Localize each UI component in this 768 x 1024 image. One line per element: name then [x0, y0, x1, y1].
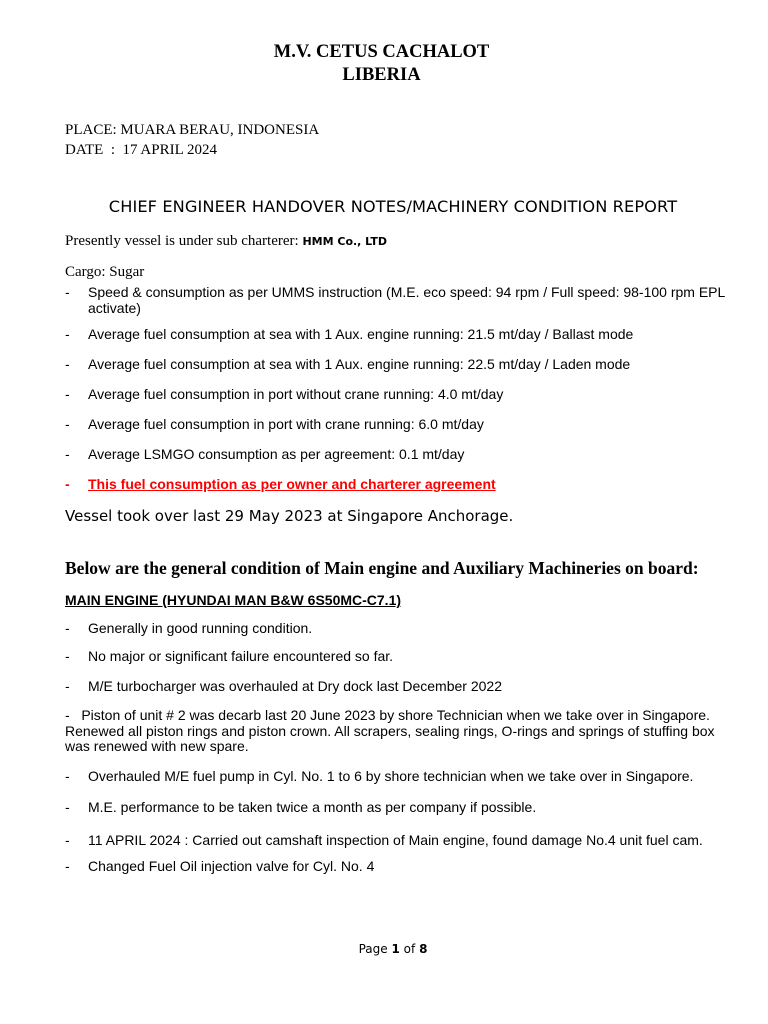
list-item-text: Average LSMGO consumption as per agreement: 0.1 mt/day — [88, 446, 465, 462]
list-item-text: No major or significant failure encountered so far. — [88, 648, 394, 664]
list-item-text: Changed Fuel Oil injection valve for Cyl. No. 4 — [88, 858, 375, 874]
list-item-text: Speed & consumption as per UMMS instruction (M.E. eco speed: 94 rpm / Full speed: 98-100 rpm EPL activate) — [88, 284, 725, 316]
vessel-name: M.V. CETUS CACHALOT — [273, 42, 490, 62]
general-condition-heading: Below are the general condition of Main engine and Auxiliary Machineries on board: — [65, 558, 699, 578]
list-item-text: Average fuel consumption in port with crane running: 6.0 mt/day — [88, 416, 484, 432]
report-title: CHIEF ENGINEER HANDOVER NOTES/MACHINERY CONDITION REPORT — [108, 197, 678, 216]
bullet-dash: - — [65, 386, 70, 402]
list-item — [65, 768, 725, 784]
page-footer — [0, 942, 768, 956]
list-item — [65, 648, 725, 664]
bullet-dash: - — [65, 284, 70, 300]
bullet-dash: - — [65, 356, 70, 372]
list-item-text: Average fuel consumption at sea with 1 Aux. engine running: 22.5 mt/day / Laden mode — [88, 356, 631, 372]
took-over-line: Vessel took over last 29 May 2023 at Singapore Anchorage. — [65, 507, 514, 525]
list-item — [65, 620, 725, 636]
charter-label: Presently vessel is under sub charterer: — [65, 233, 299, 249]
agreement-note — [65, 476, 725, 492]
list-item-text: M.E. performance to be taken twice a month as per company if possible. — [88, 799, 537, 815]
bullet-dash: - — [65, 648, 70, 664]
bullet-dash: - — [65, 326, 70, 342]
bullet-dash: - — [65, 446, 70, 462]
charter-line — [65, 233, 387, 250]
list-item-text: 11 APRIL 2024 : Carried out camshaft inspection of Main engine, found damage No.4 unit fuel cam. — [88, 832, 703, 848]
bullet-dash: - — [65, 476, 70, 492]
list-item — [65, 416, 725, 432]
bullet-dash: - — [65, 620, 70, 636]
list-item-text: Average fuel consumption in port without crane running: 4.0 mt/day — [88, 386, 504, 402]
list-item-text: Generally in good running condition. — [88, 620, 313, 636]
of-label: of — [403, 942, 416, 956]
list-item-text: Average fuel consumption at sea with 1 Aux. engine running: 21.5 mt/day / Ballast mode — [88, 326, 634, 342]
list-item-text: Overhauled M/E fuel pump in Cyl. No. 1 to 6 by shore technician when we take over in Singapore. — [88, 768, 694, 784]
bullet-dash: - — [65, 768, 70, 784]
piston-note — [65, 708, 725, 755]
list-item — [65, 858, 725, 874]
bullet-dash: - — [65, 858, 70, 874]
bullet-dash: - — [65, 832, 70, 848]
bullet-dash: - — [65, 799, 70, 815]
vessel-flag: LIBERIA — [342, 65, 421, 85]
main-engine-heading: MAIN ENGINE (HYUNDAI MAN B&W 6S50MC-C7.1) — [65, 592, 402, 608]
bullet-dash: - — [65, 416, 70, 432]
list-item — [65, 356, 725, 372]
list-item — [65, 326, 725, 342]
list-item — [65, 678, 725, 694]
bullet-dash: - — [65, 678, 70, 694]
charter-company: HMM Co., LTD — [302, 235, 388, 248]
bullet-dash: - — [65, 707, 70, 723]
place-line: PLACE: MUARA BERAU, INDONESIA — [65, 122, 320, 138]
piston-note-text: Piston of unit # 2 was decarb last 20 June 2023 by shore Technician when we take over in Singapore. Renewed all piston rings and piston crown. All scrapers, sealing rings, O-rings and springs of stuffing box was renewed with new spare. — [65, 707, 715, 754]
cargo-line: Cargo: Sugar — [65, 264, 145, 280]
list-item-text: M/E turbocharger was overhauled at Dry dock last December 2022 — [88, 678, 502, 694]
date-line: DATE : 17 APRIL 2024 — [65, 142, 217, 158]
page-total: 8 — [419, 942, 428, 956]
agreement-note-text: This fuel consumption as per owner and charterer agreement — [88, 476, 496, 492]
list-item — [65, 446, 725, 462]
list-item — [65, 799, 725, 815]
page-number: 1 — [391, 942, 400, 956]
page-label: Page — [358, 942, 388, 956]
list-item — [65, 832, 725, 848]
list-item — [65, 386, 725, 402]
list-item — [65, 284, 725, 316]
